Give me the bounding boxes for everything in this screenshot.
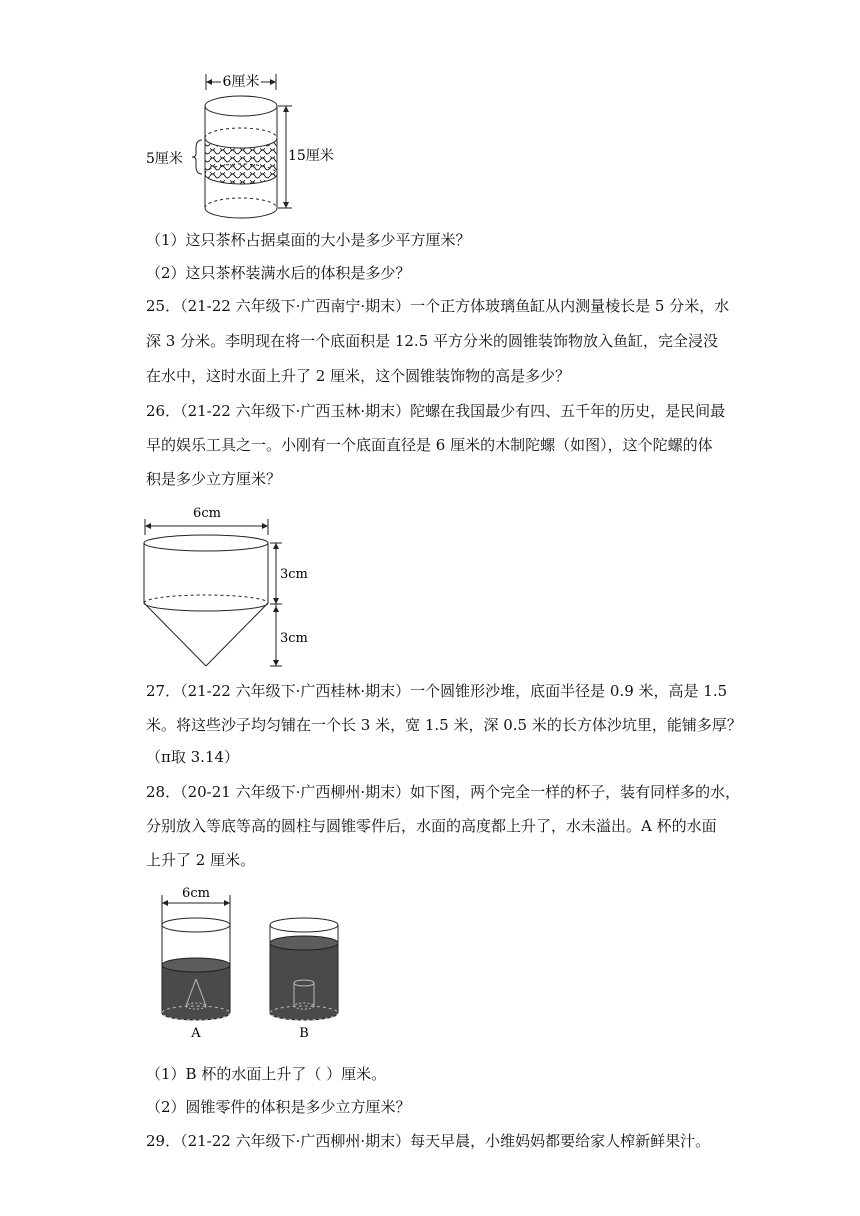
q27-line2: 米。将这些沙子均匀铺在一个长 3 米，宽 1.5 米，深 0.5 米的长方体沙坑里，能铺多厚？ [146, 716, 742, 734]
q25-line2: 深 3 分米。李明现在将一个底面积是 12.5 平方分米的圆锥装饰物放入鱼缸，完全浸没 [146, 332, 719, 350]
cup-height-label: 15厘米 [288, 148, 334, 164]
cup-a-label: A [191, 1026, 201, 1041]
q28-line3: 上升了 2 厘米。 [146, 851, 256, 869]
q26-line1: 26．（21-22 六年级下·广西玉林·期末）陀螺在我国最少有四、五千年的历史，是民间最 [146, 402, 726, 420]
q27-line1: 27．（21-22 六年级下·广西桂林·期末）一个圆锥形沙堆，底面半径是 0.9 米，高是 1.5 [146, 682, 728, 700]
q28-line2: 分别放入等底等高的圆柱与圆锥零件后，水面的高度都上升了，水未溢出。A 杯的水面 [146, 817, 717, 835]
two-cups-figure [150, 885, 350, 1045]
q24-sub1: （1）这只茶杯占据桌面的大小是多少平方厘米？ [146, 231, 471, 249]
q27-line3: （π取 3.14） [146, 748, 240, 766]
q28-sub1: （1）B 杯的水面上升了（ ）厘米。 [146, 1065, 387, 1083]
cup-width-label: 6厘米 [222, 74, 260, 90]
top-cone-height-label: 3cm [280, 631, 308, 646]
top-cylinder-height-label: 3cm [280, 567, 308, 582]
q25-line3: 在水中，这时水面上升了 2 厘米，这个圆锥装饰物的高是多少？ [146, 367, 571, 385]
q26-line3: 积是多少立方厘米？ [146, 470, 282, 488]
top-width-label: 6cm [193, 506, 221, 521]
q28-line1: 28．（20-21 六年级下·广西柳州·期末）如下图，两个完全一样的杯子，装有同样多的水， [146, 783, 741, 801]
cups-width-label: 6cm [182, 886, 210, 901]
q24-sub2: （2）这只茶杯装满水后的体积是多少？ [146, 264, 411, 282]
spinning-top-figure [140, 503, 340, 673]
q25-line1: 25．（21-22 六年级下·广西南宁·期末）一个正方体玻璃鱼缸从内测量棱长是 5 分米，水 [146, 297, 730, 315]
q26-line2: 早的娱乐工具之一。小刚有一个底面直径是 6 厘米的木制陀螺（如图），这个陀螺的体 [146, 436, 713, 454]
tea-cup-figure [140, 68, 340, 228]
q29-line1: 29．（21-22 六年级下·广西柳州·期末）每天早晨，小维妈妈都要给家人榨新鲜果汁。 [146, 1132, 711, 1150]
cup-band-label: 5厘米 [146, 151, 183, 167]
cup-b-label: B [299, 1026, 309, 1041]
q28-sub2: （2）圆锥零件的体积是多少立方厘米？ [146, 1098, 411, 1116]
